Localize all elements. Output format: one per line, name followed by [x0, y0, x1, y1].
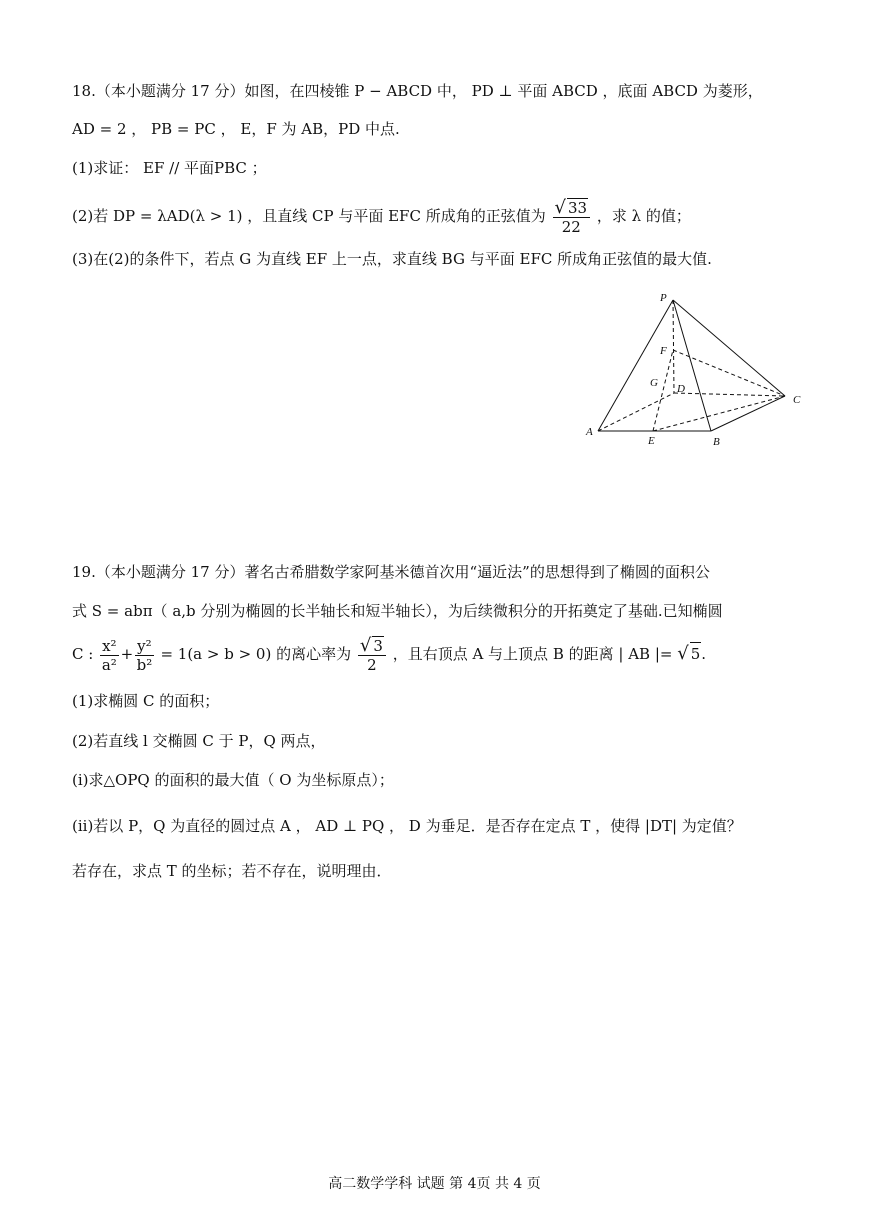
q19-y-num: y²	[137, 636, 152, 655]
label-d: D	[677, 383, 685, 395]
q18-line1: 18.（本小题满分 17 分）如图，在四棱锥 P − ABCD 中， PD ⊥ 平面 ABCD ，底面 ABCD 为菱形，	[72, 82, 763, 100]
q19-line1: 19.（本小题满分 17 分）著名古希腊数学家阿基米德首次用“逼近法”的思想得到了椭圆的面积公	[72, 563, 710, 581]
label-a: A	[586, 426, 593, 438]
q19-part2ii: (ii)若以 P，Q 为直径的圆过点 A ， AD ⊥ PQ ， D 为垂足．是否存在定点 T ，使得 |DT| 为定值？	[72, 817, 742, 835]
edge-dc	[674, 393, 785, 396]
q19-part1: (1)求椭圆 C 的面积；	[72, 692, 220, 710]
q18-line2: AD = 2 ， PB = PC ， E，F 为 AB，PD 中点.	[72, 120, 400, 138]
q18-part2	[72, 198, 691, 236]
edge-bc	[711, 396, 785, 431]
edge-pb	[673, 300, 711, 431]
q18-part2-fraction: $\frac{√ 33}{22}$	[553, 198, 591, 236]
label-b: B	[713, 436, 720, 448]
label-c: C	[793, 394, 801, 406]
q19-part2: (2)若直线 l 交椭圆 C 于 P，Q 两点，	[72, 732, 326, 750]
q19-ecc-fraction: $\frac{√ 3}{2}$	[358, 636, 386, 674]
q19-x-num: x²	[102, 636, 117, 655]
pyramid-figure	[580, 288, 810, 453]
q19-y-den: b²	[136, 655, 153, 674]
q19-part2i: (i)求△OPQ 的面积的最大值（ O 为坐标原点）；	[72, 771, 394, 789]
label-e: E	[648, 435, 655, 447]
q19-ecc-den: 2	[367, 656, 377, 674]
q19-c-label: C :	[72, 645, 94, 663]
q18-part2-denominator: 22	[561, 218, 581, 236]
q19-plus: +	[120, 645, 134, 663]
edge-pc	[673, 300, 785, 396]
q18-part2-tail: ，求 λ 的值；	[596, 207, 691, 225]
q19-y-fraction	[135, 637, 154, 674]
page-footer: 高二数学学科 试题 第 4页 共 4 页	[328, 1176, 541, 1192]
label-f: F	[660, 345, 667, 357]
q18-part3: (3)在(2)的条件下，若点 G 为直线 EF 上一点，求直线 BG 与平面 EFC 所成角正弦值的最大值.	[72, 250, 712, 268]
q18-part2-numerator: 33	[567, 199, 588, 217]
q19-line3: C : $\frac{\text{x²}}{\text{a²}}$ + $\frac{\text{y²}}{\text{b²}}$ = 1(a > b > 0) 的离心率为 $\frac{√ 3}{2}$ ，且右顶点 A 与上顶点 B 的距离 | AB |= √ 5.	[72, 635, 707, 674]
q19-ab-text: ，且右顶点 A 与上顶点 B 的距离 | AB |=	[392, 645, 673, 663]
label-p: P	[660, 292, 667, 304]
q19-line3-end: .	[701, 645, 707, 663]
edge-pa	[598, 300, 673, 431]
q19-ab-sqrt: 5	[690, 642, 702, 665]
label-g: G	[650, 377, 658, 389]
q19-x-fraction	[100, 637, 118, 674]
edge-pd	[673, 300, 674, 393]
q19-condition: = 1(a > b > 0) 的离心率为	[160, 645, 352, 663]
q19-last: 若存在，求点 T 的坐标；若不存在，说明理由．	[72, 862, 392, 880]
q18-part2-text: (2)若 DP = λAD(λ > 1) ，且直线 CP 与平面 EFC 所成角的正弦值为	[72, 207, 546, 225]
q19-line2: 式 S = abπ（ a,b 分别为椭圆的长半轴长和短半轴长），为后续微积分的开拓奠定了基础.已知椭圆	[72, 602, 723, 620]
q18-part1: (1)求证： EF // 平面PBC ；	[72, 159, 267, 177]
q19-x-den: a²	[101, 655, 117, 674]
q19-ecc-num: 3	[373, 637, 383, 655]
edge-ec	[653, 396, 785, 431]
edge-ef	[653, 350, 673, 431]
